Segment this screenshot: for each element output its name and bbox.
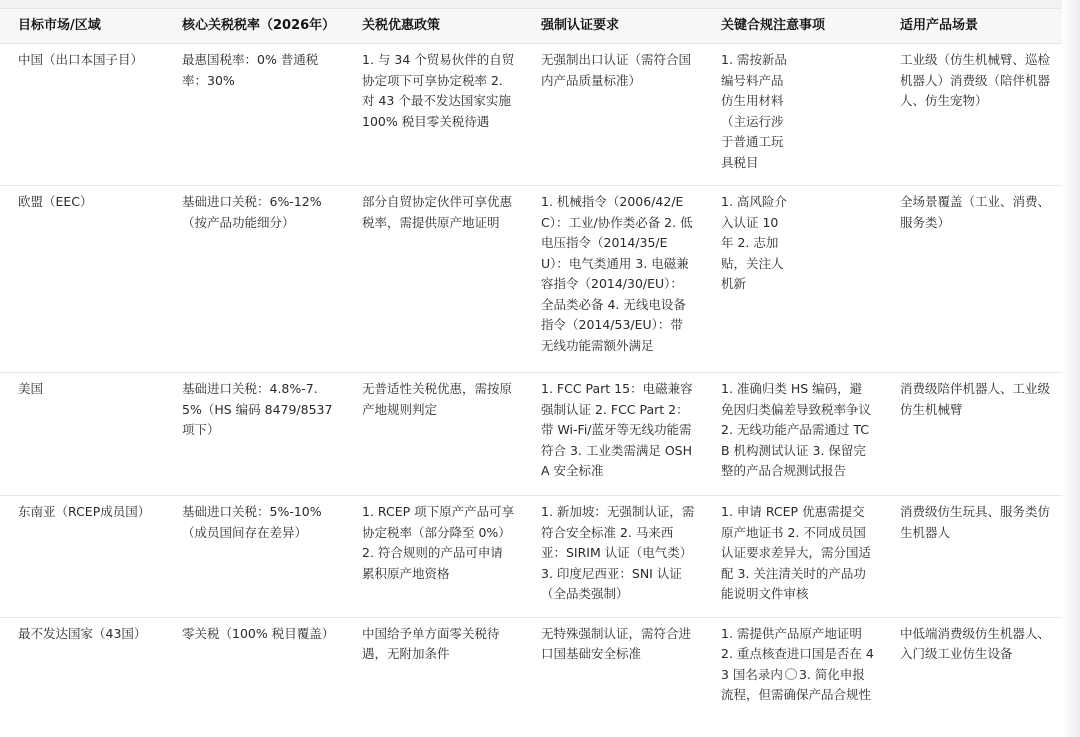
cell-tariff: 基础进口关税：6%-12%（按产品功能细分） — [164, 186, 344, 373]
cell-scenario: 全场景覆盖（工业、消费、服务类） — [882, 186, 1062, 373]
cell-compliance: 1. 准确归类 HS 编码，避免因归类偏差导致税率争议 2. 无线功能产品需通过 TCB 机构测试认证 3. 保留完整的产品合规测试报告 — [703, 373, 882, 496]
cell-market: 东南亚（RCEP成员国） — [0, 496, 164, 618]
cell-policy: 1. RCEP 项下原产产品可享协定税率（部分降至 0%）2. 符合规则的产品可申请累积原产地资格 — [344, 496, 523, 618]
cell-scenario: 工业级（仿生机械臂、巡检机器人）消费级（陪伴机器人、仿生宠物） — [882, 44, 1062, 186]
header-market: 目标市场/区域 — [0, 9, 164, 44]
cell-compliance-text: 1. 高风险介入认证 10年 2. 志加贴，关注人机新 — [721, 194, 787, 291]
table-row — [0, 186, 1062, 373]
cell-compliance-text: 1. 需按新品编号料产品仿生用材料（主运行涉于普通工玩具税目 — [721, 52, 787, 170]
compliance-table — [0, 9, 1062, 732]
cell-cert: 无特殊强制认证，需符合进口国基础安全标准 — [541, 625, 692, 661]
window-edge — [1062, 0, 1080, 737]
cell-cert: 1. 新加坡：无强制认证，需符合安全标准 2. 马来西亚：SIRIM 认证（电气类）3. 印度尼西亚：SNI 认证（全品类强制） — [523, 496, 703, 618]
cell-scenario: 消费级陪伴机器人、工业级仿生机械臂 — [882, 373, 1062, 496]
cell-market: 美国 — [0, 373, 164, 496]
header-policy: 关税优惠政策 — [344, 9, 523, 44]
cell-cert: 1. FCC Part 15：电磁兼容强制认证 2. FCC Part 2：带 Wi-Fi/蓝牙等无线功能需符合 3. 工业类需满足 OSHA 安全标准 — [523, 373, 703, 496]
table-row — [0, 496, 1062, 618]
table-row — [0, 617, 1062, 732]
cell-compliance-text-b: 3. 简化申报流程，但需确保产品合规性 — [721, 666, 872, 702]
table-row — [0, 44, 1062, 186]
cell-policy: 部分自贸协定伙伴可享优惠税率，需提供原产地证明 — [344, 186, 523, 373]
cell-policy: 无普适性关税优惠，需按原产地规则判定 — [344, 373, 523, 496]
cell-market: 最不发达国家（43国） — [18, 625, 147, 641]
header-tariff: 核心关税税率（2026年） — [164, 9, 344, 44]
cell-compliance-text-a: 1. 需提供产品原产地证明 2. 重点核查进口国是否在 43 国名录内 — [721, 625, 874, 682]
cell-compliance — [703, 186, 882, 373]
cell-compliance: 1. 申请 RCEP 优惠需提交原产地证书 2. 不同成员国认证要求差异大，需分国适配 3. 关注清关时的产品功能说明文件审核 — [703, 496, 882, 618]
cell-market: 欧盟（EEC） — [0, 186, 164, 373]
link-icon[interactable] — [785, 668, 797, 680]
cell-policy: 中国给予单方面零关税待遇，无附加条件 — [362, 625, 500, 661]
cell-tariff: 基础进口关税：5%-10%（成员国间存在差异） — [164, 496, 344, 618]
cell-scenario: 消费级仿生玩具、服务类仿生机器人 — [882, 496, 1062, 618]
cell-policy: 1. 与 34 个贸易伙伴的自贸协定项下可享协定税率 2. 对 43 个最不发达国家实施 100% 税目零关税待遇 — [344, 44, 523, 186]
cell-cert: 1. 机械指令（2006/42/EC）：工业/协作类必备 2. 低电压指令（2014/35/EU）：电气类通用 3. 电磁兼容指令（2014/30/EU）：全品类必备 4. 无线电设备指令（2014/53/EU）：带无线功能需额外满足 — [523, 186, 703, 373]
top-bar — [0, 0, 1080, 9]
cell-tariff: 基础进口关税：4.8%-7.5%（HS 编码 8479/8537 项下） — [164, 373, 344, 496]
table-header-row — [0, 9, 1062, 44]
cell-market: 中国（出口本国子目） — [0, 44, 164, 186]
cell-scenario: 中低端消费级仿生机器人、入门级工业仿生设备 — [900, 625, 1051, 661]
table-row — [0, 373, 1062, 496]
header-cert: 强制认证要求 — [523, 9, 703, 44]
header-compliance: 关键合规注意事项 — [703, 9, 882, 44]
cell-cert: 无强制出口认证（需符合国内产品质量标准） — [523, 44, 703, 186]
cell-compliance — [703, 44, 882, 186]
cell-tariff: 零关税（100% 税目覆盖） — [182, 625, 335, 641]
cell-tariff: 最惠国税率：0% 普通税率：30% — [164, 44, 344, 186]
header-scenario: 适用产品场景 — [882, 9, 1062, 44]
cell-compliance — [703, 617, 882, 732]
